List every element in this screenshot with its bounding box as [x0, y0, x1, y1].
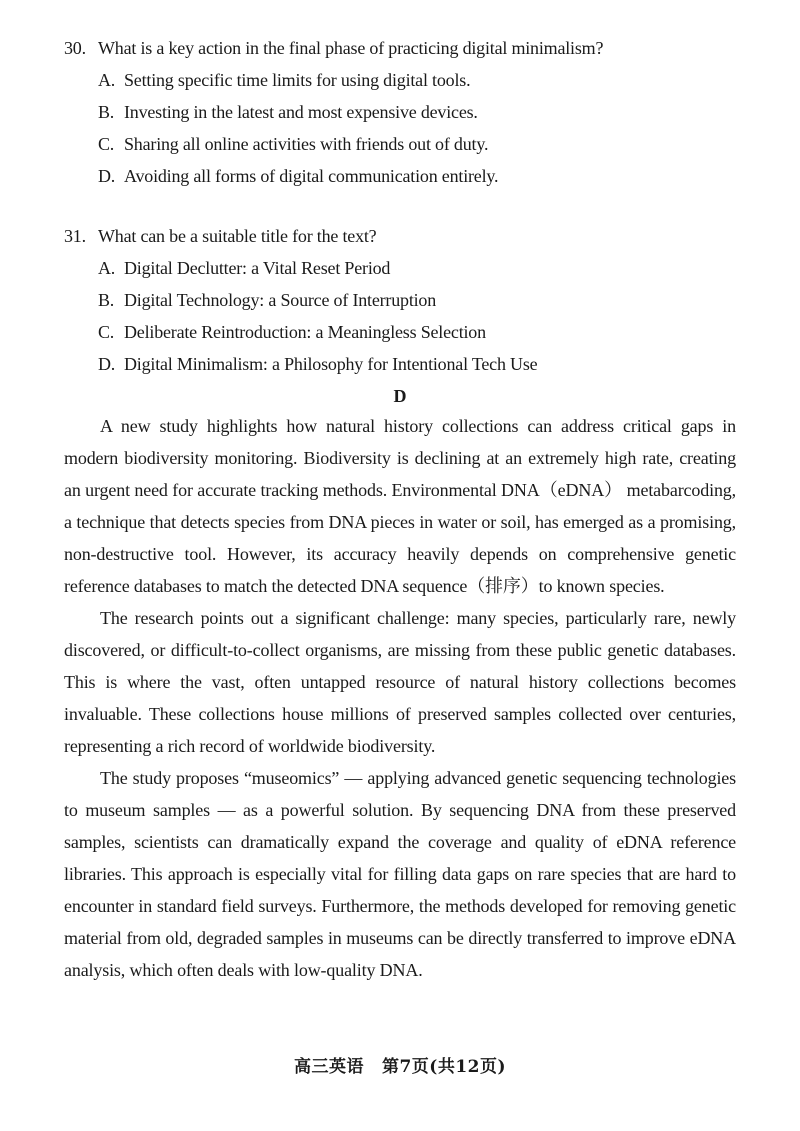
option-text: Setting specific time limits for using digital tools.	[124, 70, 471, 90]
option-text: Deliberate Reintroduction: a Meaningless Selection	[124, 322, 486, 342]
option-text: Digital Declutter: a Vital Reset Period	[124, 258, 391, 278]
option-text: Avoiding all forms of digital communication entirely.	[124, 166, 499, 186]
option-c	[64, 128, 744, 160]
option-letter: C.	[98, 134, 115, 154]
question-text: What can be a suitable title for the text?	[98, 226, 377, 246]
reading-passage	[64, 410, 736, 986]
option-a	[64, 252, 744, 284]
footer-subject: 高三英语	[293, 1057, 364, 1077]
footer-page-number: 第7页(共12页)	[381, 1057, 507, 1077]
question-stem	[64, 220, 744, 252]
option-text: Investing in the latest and most expensive devices.	[124, 102, 478, 122]
question-31	[64, 220, 744, 380]
option-d	[64, 160, 744, 192]
option-letter: A.	[98, 70, 116, 90]
option-letter: A.	[98, 258, 116, 278]
option-text: Sharing all online activities with friends out of duty.	[124, 134, 489, 154]
option-b	[64, 284, 744, 316]
option-text: Digital Minimalism: a Philosophy for Intentional Tech Use	[124, 354, 538, 374]
passage-paragraph-1: A new study highlights how natural history collections can address critical gaps in modern biodiversity monitoring. Biodiversity is declining at an extremely high rate, creating an urgent need for accurate tracking methods. Environmental DNA（eDNA） metabarcoding, a technique that detects species from DNA pieces in water or soil, has emerged as a promising, non-destructive tool. However, its accuracy heavily depends on comprehensive genetic reference databases to match the detected DNA sequence（排序）to known species.	[64, 416, 736, 596]
question-number: 31.	[64, 226, 86, 246]
question-stem	[64, 32, 744, 64]
option-a	[64, 64, 744, 96]
question-text: What is a key action in the final phase of practicing digital minimalism?	[98, 38, 604, 58]
passage-paragraph-2: The research points out a significant challenge: many species, particularly rare, newly discovered, or difficult-to-collect organisms, are missing from these public genetic databases. This is where the vast, often untapped resource of natural history collections becomes invaluable. These collections house millions of preserved samples collected over centuries, representing a rich record of worldwide biodiversity.	[64, 608, 736, 756]
option-letter: B.	[98, 290, 115, 310]
option-letter: D.	[98, 166, 116, 186]
option-d	[64, 348, 744, 380]
option-b	[64, 96, 744, 128]
passage-paragraph-3: The study proposes “museomics” — applying advanced genetic sequencing technologies to museum samples — as a powerful solution. By sequencing DNA from these preserved samples, scientists can dramatically expand the coverage and quality of eDNA reference libraries. This approach is especially vital for filling data gaps on rare species that are hard to encounter in standard field surveys. Furthermore, the methods developed for removing genetic material from old, degraded samples in museums can be directly transferred to improve eDNA analysis, which often deals with low-quality DNA.	[64, 768, 736, 980]
question-30	[64, 32, 744, 192]
page-footer	[0, 1052, 800, 1077]
option-letter: C.	[98, 322, 115, 342]
option-letter: D.	[98, 354, 116, 374]
option-text: Digital Technology: a Source of Interruption	[124, 290, 437, 310]
option-letter: B.	[98, 102, 115, 122]
section-heading: D	[393, 386, 407, 406]
question-number: 30.	[64, 38, 86, 58]
option-c	[64, 316, 744, 348]
